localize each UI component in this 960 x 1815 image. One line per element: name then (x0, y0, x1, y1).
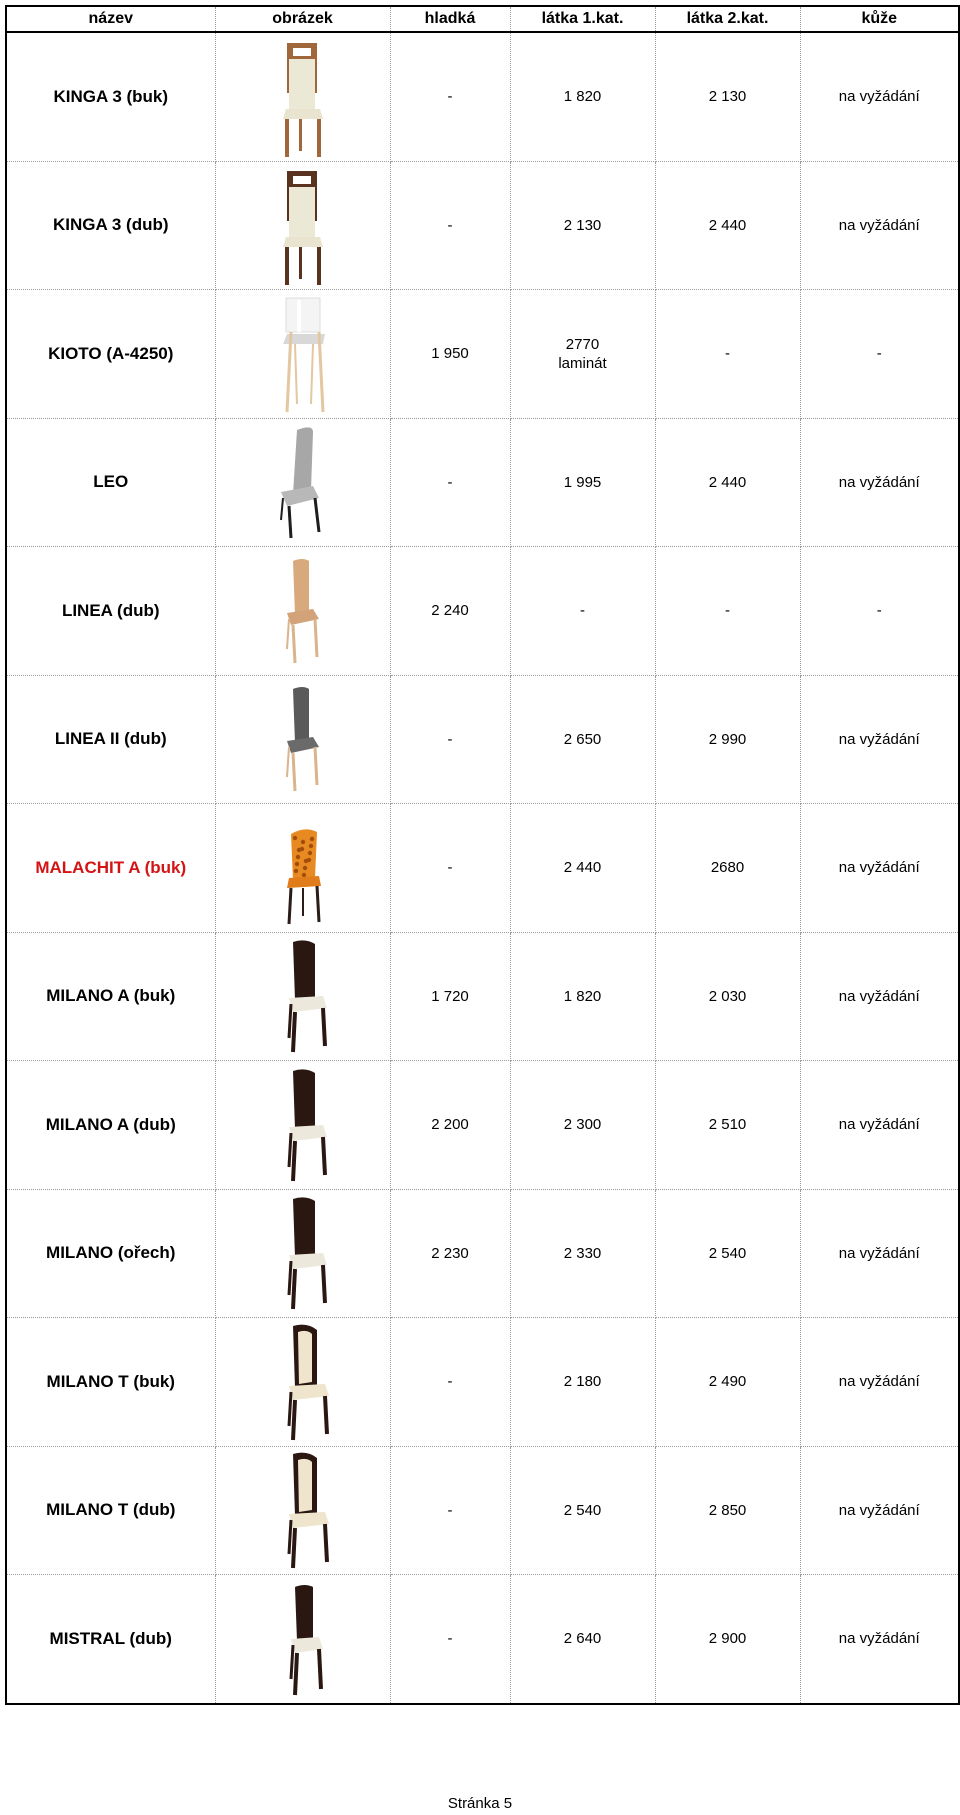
price-latka-1-value: 2 440 (563, 859, 602, 877)
product-name: MILANO A (buk) (6, 932, 215, 1061)
price-latka-1-kat (510, 804, 655, 933)
table-row (6, 1446, 959, 1575)
price-latka-2-kat: 2680 (655, 804, 800, 933)
price-latka-1-value: 2770 (565, 335, 600, 353)
price-hladka: - (390, 161, 510, 290)
price-kuze: na vyžádání (800, 1061, 959, 1190)
product-image (215, 161, 390, 290)
price-latka-1-value-block (558, 335, 606, 373)
price-latka-1-value-block (564, 730, 602, 749)
product-image (215, 675, 390, 804)
price-latka-1-value: - (580, 602, 585, 620)
price-hladka: - (390, 1318, 510, 1447)
header-hladka: hladká (390, 6, 510, 32)
product-name: MILANO (ořech) (6, 1189, 215, 1318)
product-image (215, 804, 390, 933)
header-latka-1-kat: látka 1.kat. (510, 6, 655, 32)
price-kuze: na vyžádání (800, 675, 959, 804)
price-latka-2-kat: - (655, 290, 800, 419)
price-latka-2-kat: 2 990 (655, 675, 800, 804)
price-latka-1-value-block (564, 987, 602, 1006)
table-row (6, 32, 959, 161)
table-row (6, 1189, 959, 1318)
price-latka-1-kat (510, 1189, 655, 1318)
header-latka-2-kat: látka 2.kat. (655, 6, 800, 32)
price-hladka: - (390, 418, 510, 547)
chair-icon (253, 549, 353, 673)
price-latka-1-value-block (564, 858, 602, 877)
price-kuze: na vyžádání (800, 1189, 959, 1318)
price-latka-1-value: 2 300 (563, 1116, 602, 1134)
price-latka-1-value: 2 180 (563, 1373, 602, 1391)
price-latka-2-kat: 2 440 (655, 161, 800, 290)
price-latka-2-kat: 2 510 (655, 1061, 800, 1190)
table-row (6, 547, 959, 676)
product-name: MALACHIT A (buk) (6, 804, 215, 933)
product-image (215, 32, 390, 161)
product-name: MILANO A (dub) (6, 1061, 215, 1190)
product-name: KINGA 3 (dub) (6, 161, 215, 290)
price-latka-1-value-block (580, 601, 585, 620)
product-name: MISTRAL (dub) (6, 1575, 215, 1704)
price-kuze: - (800, 290, 959, 419)
price-latka-1-kat (510, 1446, 655, 1575)
product-name: LINEA (dub) (6, 547, 215, 676)
price-latka-1-note: laminát (558, 354, 607, 372)
header-nazev: název (6, 6, 215, 32)
price-kuze: na vyžádání (800, 418, 959, 547)
price-hladka: 2 230 (390, 1189, 510, 1318)
product-image (215, 1318, 390, 1447)
product-image (215, 1446, 390, 1575)
chair-icon (253, 35, 353, 159)
price-table (5, 5, 960, 1705)
price-latka-1-value-block (564, 87, 602, 106)
product-image (215, 418, 390, 547)
price-latka-1-value-block (564, 1115, 602, 1134)
price-latka-1-value: 2 540 (563, 1501, 602, 1519)
table-row (6, 418, 959, 547)
price-kuze: na vyžádání (800, 32, 959, 161)
price-latka-1-value-block (564, 1372, 602, 1391)
table-row (6, 1575, 959, 1704)
table-row (6, 804, 959, 933)
price-kuze: - (800, 547, 959, 676)
price-hladka: - (390, 1575, 510, 1704)
product-name: MILANO T (dub) (6, 1446, 215, 1575)
price-latka-1-kat (510, 418, 655, 547)
price-latka-1-value-block (564, 1629, 602, 1648)
price-hladka: 2 240 (390, 547, 510, 676)
price-latka-1-value: 1 995 (563, 473, 602, 491)
price-latka-1-value-block (564, 1501, 602, 1520)
header-kuze: kůže (800, 6, 959, 32)
chair-icon (253, 420, 353, 544)
product-image (215, 547, 390, 676)
price-latka-1-value: 2 330 (563, 1244, 602, 1262)
price-hladka: 1 950 (390, 290, 510, 419)
price-latka-1-value: 1 820 (563, 88, 602, 106)
product-name: LEO (6, 418, 215, 547)
price-latka-1-kat (510, 1575, 655, 1704)
chair-icon (253, 292, 353, 416)
price-latka-1-value-block (564, 216, 602, 235)
price-latka-1-kat (510, 1318, 655, 1447)
product-image (215, 1189, 390, 1318)
price-latka-2-kat: - (655, 547, 800, 676)
product-name: LINEA II (dub) (6, 675, 215, 804)
chair-icon (253, 934, 353, 1058)
product-name: MILANO T (buk) (6, 1318, 215, 1447)
price-latka-2-kat: 2 440 (655, 418, 800, 547)
header-obrazek: obrázek (215, 6, 390, 32)
price-latka-2-kat: 2 850 (655, 1446, 800, 1575)
chair-icon (253, 806, 353, 930)
price-latka-1-value: 1 820 (563, 987, 602, 1005)
price-latka-1-value-block (564, 473, 602, 492)
price-latka-1-kat (510, 547, 655, 676)
chair-icon (253, 1063, 353, 1187)
table-row (6, 675, 959, 804)
chair-icon (253, 677, 353, 801)
chair-icon (253, 1577, 353, 1701)
price-latka-1-kat (510, 32, 655, 161)
price-hladka: 1 720 (390, 932, 510, 1061)
price-latka-1-kat (510, 932, 655, 1061)
price-latka-2-kat: 2 490 (655, 1318, 800, 1447)
price-latka-2-kat: 2 900 (655, 1575, 800, 1704)
table-header-row (6, 6, 959, 32)
table-row (6, 932, 959, 1061)
product-image (215, 290, 390, 419)
price-kuze: na vyžádání (800, 932, 959, 1061)
price-list-page (5, 5, 958, 1705)
price-kuze: na vyžádání (800, 161, 959, 290)
price-latka-1-value: 2 640 (563, 1630, 602, 1648)
price-latka-1-value: 2 130 (563, 216, 602, 234)
price-hladka: - (390, 804, 510, 933)
product-name: KINGA 3 (buk) (6, 32, 215, 161)
product-image (215, 1575, 390, 1704)
price-latka-1-kat (510, 290, 655, 419)
price-latka-1-kat (510, 1061, 655, 1190)
price-kuze: na vyžádání (800, 1446, 959, 1575)
price-latka-1-value-block (564, 1244, 602, 1263)
price-hladka: - (390, 675, 510, 804)
price-hladka: 2 200 (390, 1061, 510, 1190)
chair-icon (253, 1191, 353, 1315)
price-latka-2-kat: 2 540 (655, 1189, 800, 1318)
page-number: Stránka 5 (447, 1795, 513, 1812)
table-row (6, 161, 959, 290)
chair-icon (253, 1448, 353, 1572)
product-image (215, 1061, 390, 1190)
price-kuze: na vyžádání (800, 1575, 959, 1704)
chair-icon (253, 1320, 353, 1444)
price-kuze: na vyžádání (800, 1318, 959, 1447)
price-latka-2-kat: 2 130 (655, 32, 800, 161)
product-name: KIOTO (A-4250) (6, 290, 215, 419)
chair-icon (253, 163, 353, 287)
price-latka-1-kat (510, 161, 655, 290)
table-row (6, 290, 959, 419)
table-row (6, 1318, 959, 1447)
price-hladka: - (390, 1446, 510, 1575)
price-latka-1-value: 2 650 (563, 730, 602, 748)
price-latka-1-kat (510, 675, 655, 804)
price-kuze: na vyžádání (800, 804, 959, 933)
price-latka-2-kat: 2 030 (655, 932, 800, 1061)
product-image (215, 932, 390, 1061)
price-hladka: - (390, 32, 510, 161)
table-row (6, 1061, 959, 1190)
